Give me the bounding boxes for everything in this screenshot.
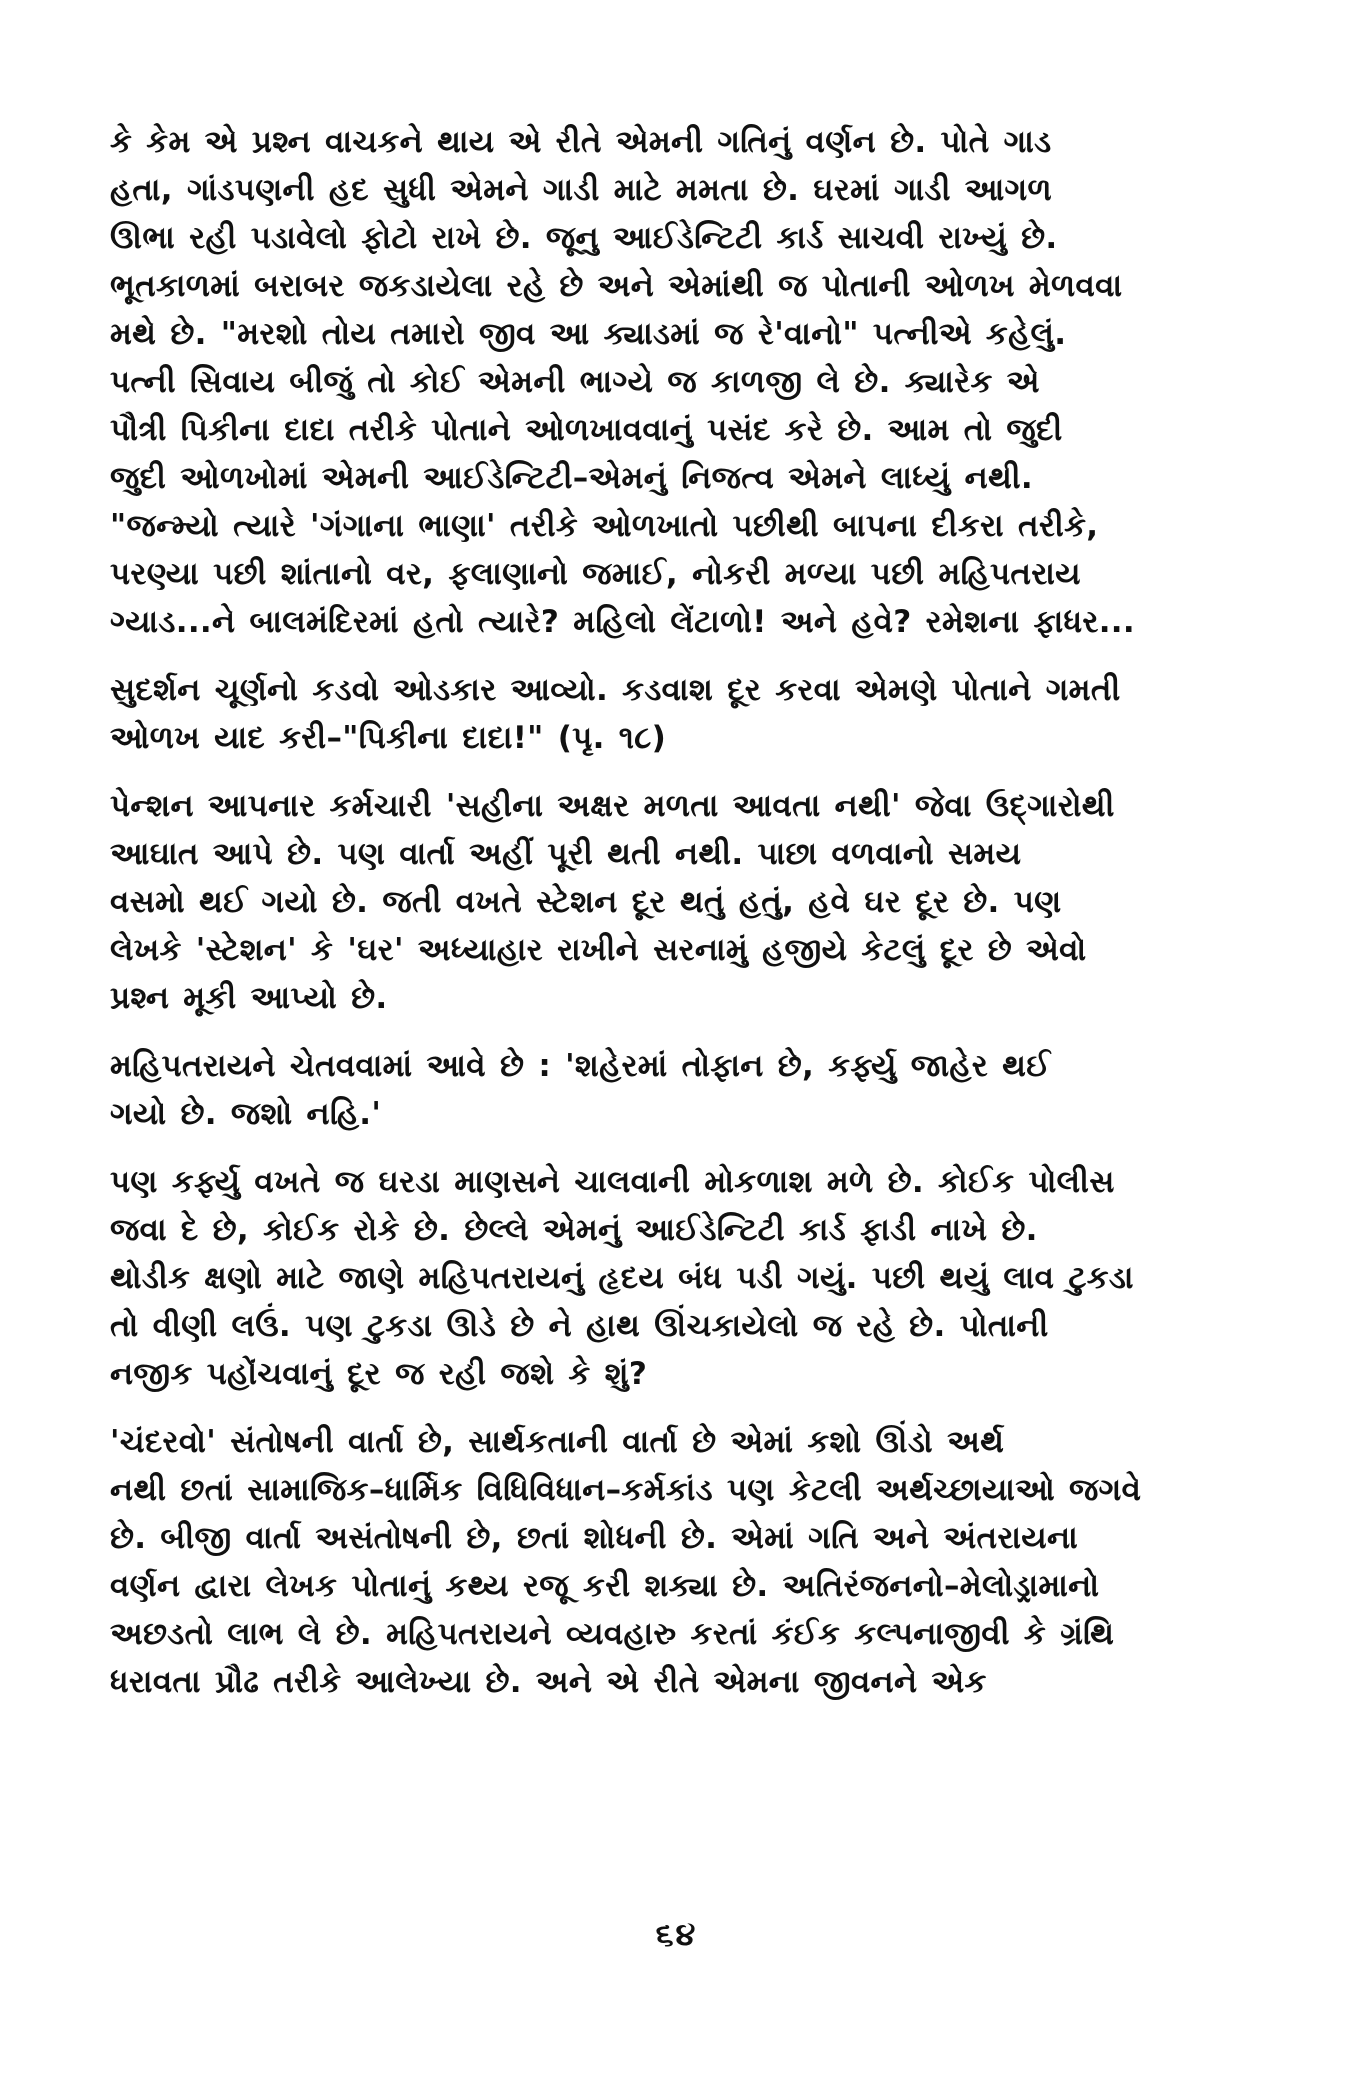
text-line: "જન્મ્યો ત્યારે 'ગંગાના ભાણા' તરીકે ઓળખાતો પછીથી બાપના દીકરા તરીકે,	[110, 508, 1099, 544]
paragraph	[110, 666, 1250, 762]
text-line: ધરાવતા પ્રૌઢ તરીકે આલેખ્યા છે. અને એ રીતે એમના જીવનને એક	[110, 1664, 987, 1700]
text-line: વસમો થઈ ગયો છે. જતી વખતે સ્ટેશન દૂર થતું હતું, હવે ઘર દૂર છે. પણ	[110, 884, 1062, 920]
text-line: ભૂતકાળમાં બરાબર જકડાયેલા રહે છે અને એમાંથી જ પોતાની ઓળખ મેળવવા	[110, 268, 1123, 304]
text-line: હતા, ગાંડપણની હદ સુધી એમને ગાડી માટે મમતા છે. ઘરમાં ગાડી આગળ	[110, 172, 1052, 208]
text-line: પરણ્યા પછી શાંતાનો વર, ફલાણાનો જમાઈ, નોકરી મળ્યા પછી મહિપતરાય	[110, 556, 1081, 592]
text-line: લેખકે 'સ્ટેશન' કે 'ઘર' અધ્યાહાર રાખીને સરનામું હજીયે કેટલું દૂર છે એવો	[110, 932, 1087, 968]
text-line: ઓળખ યાદ કરી–"પિકીના દાદા!" (પૃ. ૧૮)	[110, 720, 667, 756]
paragraph	[110, 118, 1250, 646]
text-line: નજીક પહોંચવાનું દૂર જ રહી જશે કે શું?	[110, 1356, 648, 1392]
paragraph	[110, 782, 1250, 1022]
text-line: પેન્શન આપનાર કર્મચારી 'સહીના અક્ષર મળતા આવતા નથી' જેવા ઉદ્ગારોથી	[110, 788, 1115, 824]
text-line: પૌત્રી પિકીના દાદા તરીકે પોતાને ઓળખાવવાનું પસંદ કરે છે. આમ તો જુદી	[110, 412, 1063, 448]
text-line: 'ચંદરવો' સંતોષની વાર્તા છે, સાર્થકતાની વાર્તા છે એમાં કશો ઊંડો અર્થ	[110, 1424, 1005, 1460]
paragraph	[110, 1418, 1250, 1706]
text-line: ગ્યાડ...ને બાલમંદિરમાં હતો ત્યારે? મહિલો લેંટાળો! અને હવે? રમેશના ફાધર...	[110, 604, 1135, 640]
text-line: મહિપતરાયને ચેતવવામાં આવે છે : 'શહેરમાં તોફાન છે, કર્ફ્યુ જાહેર થઈ	[110, 1048, 1051, 1084]
text-line: આઘાત આપે છે. પણ વાર્તા અહીં પૂરી થતી નથી. પાછા વળવાનો સમય	[110, 836, 1022, 872]
text-line: કે કેમ એ પ્રશ્ન વાચકને થાય એ રીતે એમની ગતિનું વર્ણન છે. પોતે ગાડ	[110, 124, 1052, 160]
text-line: થોડીક ક્ષણો માટે જાણે મહિપતરાયનું હૃદય બંધ પડી ગયું. પછી થયું લાવ ટુકડા	[110, 1260, 1134, 1296]
text-line: પ્રશ્ન મૂકી આપ્યો છે.	[110, 980, 388, 1016]
text-line: વર્ણન દ્વારા લેખક પોતાનું કથ્ય રજૂ કરી શક્યા છે. અતિરંજનનો–મેલોડ્રામાનો	[110, 1568, 1100, 1604]
text-line: તો વીણી લઉં. પણ ટુકડા ઊડે છે ને હાથ ઊંચકાયેલો જ રહે છે. પોતાની	[110, 1308, 1049, 1344]
text-line: જવા દે છે, કોઈક રોકે છે. છેલ્લે એમનું આઈડેન્ટિટી કાર્ડ ફાડી નાખે છે.	[110, 1212, 1038, 1248]
text-line: પત્ની સિવાય બીજું તો કોઈ એમની ભાગ્યે જ કાળજી લે છે. ક્યારેક એ	[110, 364, 1040, 400]
text-line: અછડતો લાભ લે છે. મહિપતરાયને વ્યવહારુ કરતાં કંઈક કલ્પનાજીવી કે ગ્રંથિ	[110, 1616, 1115, 1652]
paragraph	[110, 1042, 1250, 1138]
body-text	[110, 118, 1250, 1726]
text-line: મથે છે. "મરશો તોય તમારો જીવ આ ક્યાડમાં જ રે'વાનો" પત્નીએ કહેલું.	[110, 316, 1067, 352]
text-line: જુદી ઓળખોમાં એમની આઈડેન્ટિટી–એમનું નિજત્વ એમને લાધ્યું નથી.	[110, 460, 1033, 496]
text-line: સુદર્શન ચૂર્ણનો કડવો ઓડકાર આવ્યો. કડવાશ દૂર કરવા એમણે પોતાને ગમતી	[110, 672, 1121, 708]
text-line: નથી છતાં સામાજિક–ધાર્મિક વિધિવિધાન–કર્મકાંડ પણ કેટલી અર્થચ્છાયાઓ જગવે	[110, 1472, 1142, 1508]
paragraph	[110, 1158, 1250, 1398]
page-number: ૬૪	[655, 1915, 698, 1953]
text-line: ગયો છે. જશો નહિ.'	[110, 1096, 382, 1132]
text-line: છે. બીજી વાર્તા અસંતોષની છે, છતાં શોધની છે. એમાં ગતિ અને અંતરાયના	[110, 1520, 1078, 1556]
text-line: ઊભા રહી પડાવેલો ફોટો રાખે છે. જૂનુ આઈડેન્ટિટી કાર્ડ સાચવી રાખ્યું છે.	[110, 220, 1058, 256]
text-line: પણ કર્ફ્યુ વખતે જ ઘરડા માણસને ચાલવાની મોકળાશ મળે છે. કોઈક પોલીસ	[110, 1164, 1115, 1200]
